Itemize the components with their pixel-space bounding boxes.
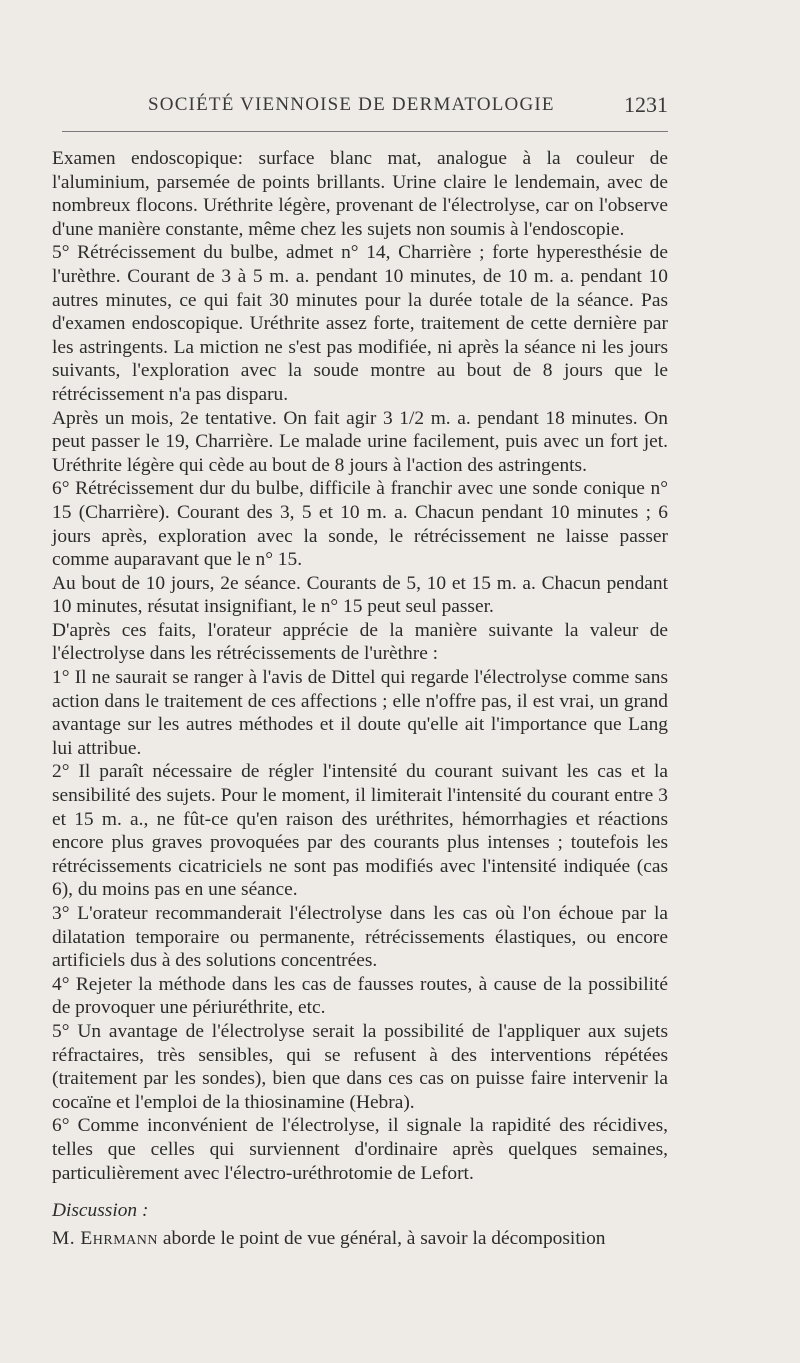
paragraph-point-2: 2° Il paraît nécessaire de régler l'intensité du courant suivant les cas et la sensibilité des sujets. Pour le moment, il limiterait l'intensité du courant entre 3 et 15 m. a., ne fût-ce qu'en raison des uréthrites, hémorrhagies et réactions encore plus graves provoquées par des courants plus intenses ; toutefois les rétrécissements cicatriciels ne sont pas modifiés avec l'intensité indiquée (cas 6), du moins pas en une séance.: [52, 761, 668, 901]
page-header: [62, 92, 668, 122]
paragraph-case-5: 5° Rétrécissement du bulbe, admet n° 14, Charrière ; forte hyperesthésie de l'urèthre. Courant de 3 à 5 m. a. pendant 10 minutes, de 10 m. a. pendant 10 autres minutes, ce qui fait 30 minutes pour la durée totale de la séance. Pas d'examen endoscopique. Uréthrite assez forte, traitement de cette dernière par les astringents. La miction ne s'est pas modifiée, ni après la séance ni les jours suivants, l'exploration avec la soude montre au bout de 8 jours que le rétrécissement n'a pas disparu.: [52, 242, 668, 405]
paragraph-case-6-second-session: Au bout de 10 jours, 2e séance. Courants de 5, 10 et 15 m. a. Chacun pendant 10 minutes, résutat insignifiant, le n° 15 peut seul passer.: [52, 572, 668, 618]
paragraph-point-6: 6° Comme inconvénient de l'électrolyse, il signale la rapidité des récidives, telles que celles qui surviennent d'ordinaire après quelques semaines, particulièrement avec l'électro-uréthrotomie de Lefort.: [52, 1115, 668, 1184]
body-text: [52, 147, 668, 1250]
discussion-text: aborde le point de vue général, à savoir la décomposition: [162, 1227, 606, 1249]
running-title: SOCIÉTÉ VIENNOISE DE DERMATOLOGIE: [148, 94, 555, 115]
discussion-heading: Discussion :: [52, 1200, 149, 1222]
header-rule: [62, 131, 668, 132]
paragraph-case-6: 6° Rétrécissement dur du bulbe, difficile à franchir avec une sonde conique n° 15 (Charrière). Courant des 3, 5 et 10 m. a. Chacun pendant 10 minutes ; 6 jours après, exploration avec la sonde, le rétrécissement ne laisse passer comme auparavant que le n° 15.: [52, 478, 668, 571]
paragraph-point-5: 5° Un avantage de l'électrolyse serait la possibilité de l'appliquer aux sujets réfractaires, très sensibles, qui se refusent à des interventions répétées (traitement par les sondes), bien que dans ces cas on puisse faire intervenir la cocaïne et l'emploi de la thiosinamine (Hebra).: [52, 1020, 668, 1113]
paragraph-discussion: [52, 1227, 668, 1251]
paragraph-endoscopic-exam: Examen endoscopique: surface blanc mat, analogue à la couleur de l'aluminium, parsemée de points brillants. Urine claire le lendemain, avec de nombreux flocons. Uréthrite légère, provenant de l'électrolyse, car on l'observe d'une manière constante, même chez les sujets non soumis à l'endoscopie.: [52, 148, 668, 240]
page-number: 1231: [624, 92, 668, 117]
speaker-name: M. Ehrmann: [52, 1227, 159, 1249]
paragraph-conclusion-intro: D'après ces faits, l'orateur apprécie de la manière suivante la valeur de l'électrolyse dans les rétrécissements de l'urèthre :: [52, 619, 668, 665]
paragraph-point-1: 1° Il ne saurait se ranger à l'avis de Dittel qui regarde l'électrolyse comme sans action dans le traitement de ces affections ; elle n'offre pas, il est vrai, un grand avantage sur les autres méthodes et il doute qu'elle ait l'importance que Lang lui attribue.: [52, 667, 668, 759]
paragraph-point-3: 3° L'orateur recommanderait l'électrolyse dans les cas où l'on échoue par la dilatation temporaire ou permanente, rétrécissements élastiques, ou encore artificiels dus à des solutions concentrées.: [52, 903, 668, 972]
paragraph-case-5-second-attempt: Après un mois, 2e tentative. On fait agir 3 1/2 m. a. pendant 18 minutes. On peut passer le 19, Charrière. Le malade urine facilement, puis avec un fort jet. Uréthrite légère qui cède au bout de 8 jours à l'action des astringents.: [52, 407, 668, 476]
paragraph-point-4: 4° Rejeter la méthode dans les cas de fausses routes, à cause de la possibilité de provoquer une périuréthrite, etc.: [52, 973, 668, 1019]
